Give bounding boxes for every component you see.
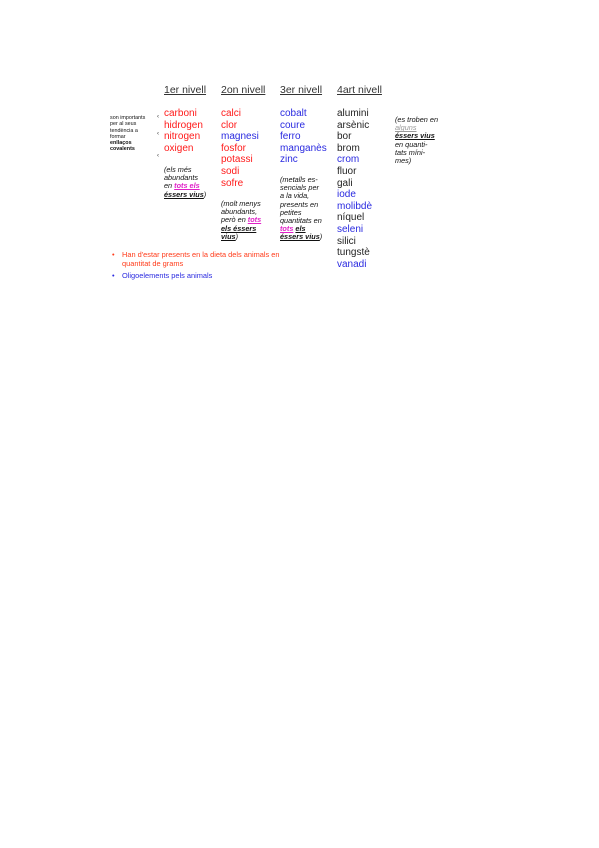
element-item: carboni [164,108,197,119]
note-line: petites [280,207,302,217]
element-item: cobalt [280,108,307,119]
level3-note [280,176,322,242]
bullet-red [112,251,280,268]
note-line: (metalls es- [280,175,318,184]
side-note-line: tendència a [110,127,138,134]
element-item: zinc [280,154,298,166]
bullet-dot-icon: • [112,250,115,259]
element-item: fluor [337,165,357,177]
element-item: sodi [221,165,240,177]
side-note-line: formar [110,133,126,140]
side-note [110,115,145,153]
note-bold: vius [221,231,236,241]
note-line [280,233,322,241]
bullet-blue [112,272,212,281]
bullet-text: Oligoelements pels animals [122,271,213,280]
element-item: clor [221,119,238,131]
element-item: manganès [280,142,327,154]
element-item: crom [337,154,360,166]
element-item: silici [337,235,356,247]
element-item: nitrogen [164,131,201,143]
element-item: gali [337,177,353,189]
note-bold: éssers vius [395,131,435,141]
side-note-line: per al seus [110,121,137,128]
element-item: coure [280,119,306,131]
note-line [221,233,261,241]
note-grey: alguns [395,123,417,133]
note-bold: éssers vius [164,189,204,199]
note-line: a la vida, [280,191,310,201]
element-item: fosfor [221,142,247,154]
note-text: ) [203,189,207,199]
level1-note [164,166,206,199]
note-link: tots els [174,181,200,191]
element-item: sofre [221,177,244,189]
note-bold: els éssers [221,223,257,233]
note-line: (els més [164,165,192,174]
note-text: ) [319,232,323,242]
header-level-1: 1er nivell [164,84,207,96]
element-item: vanadi [337,258,367,270]
side-note-line: son importants [110,115,146,121]
note-text: ) [235,231,239,241]
element-item: hidrogen [164,119,203,131]
level1-list [164,108,203,154]
element-item: brom [337,142,360,154]
element-item: alumini [337,108,369,119]
bullet-text: Han d'estar presents en la dieta dels animals en [122,250,280,259]
bullet-text: quantitat de grams [122,258,184,268]
level3-list [280,108,327,166]
note-line: presents en [280,199,319,209]
note-line: (molt menys [221,199,261,208]
element-item: seleni [337,223,364,235]
side-note-line: enllaços [110,140,132,147]
element-item: molibdè [337,200,373,212]
note-line: abundants, [221,207,258,217]
header-level-3: 3er nivell [280,84,323,96]
element-item: magnesi [221,131,259,143]
element-item: níquel [337,212,365,224]
header-level-4: 4art nivell [337,84,382,96]
note-line: mes) [395,156,412,166]
note-link: tots [280,224,294,234]
note-line: en quanti- [395,139,428,149]
element-item: ferro [280,131,301,143]
note-line: (es troben en [395,115,438,124]
header-level-2: 2on nivell [221,84,266,96]
element-item: arsènic [337,119,370,131]
level4-list [337,108,372,270]
element-item: iode [337,189,356,201]
element-item: bor [337,131,352,143]
bullet-dot-icon: • [112,271,115,280]
note-line [164,191,206,199]
level2-list [221,108,259,189]
note-link: tots [247,215,262,225]
element-item: potassi [221,154,253,166]
note-text: però en [221,215,248,225]
note-line: abundants [164,173,199,183]
note-text: en [164,181,175,191]
note-bold: els [295,224,306,234]
level4-note [395,116,438,165]
level2-note [221,200,261,241]
brace-mark: ‹ [157,153,159,159]
brace-mark: ‹ [157,114,159,120]
brace-mark: ‹ [157,131,159,137]
note-bold: éssers vius [280,232,320,242]
note-line: tats míni- [395,147,426,157]
element-item: calci [221,108,242,119]
element-item: tungstè [337,247,370,259]
note-line: sencials per [280,183,319,193]
note-line: quantitats en [280,216,322,226]
side-note-line: covalents [110,146,135,153]
element-item: oxigen [164,142,194,154]
